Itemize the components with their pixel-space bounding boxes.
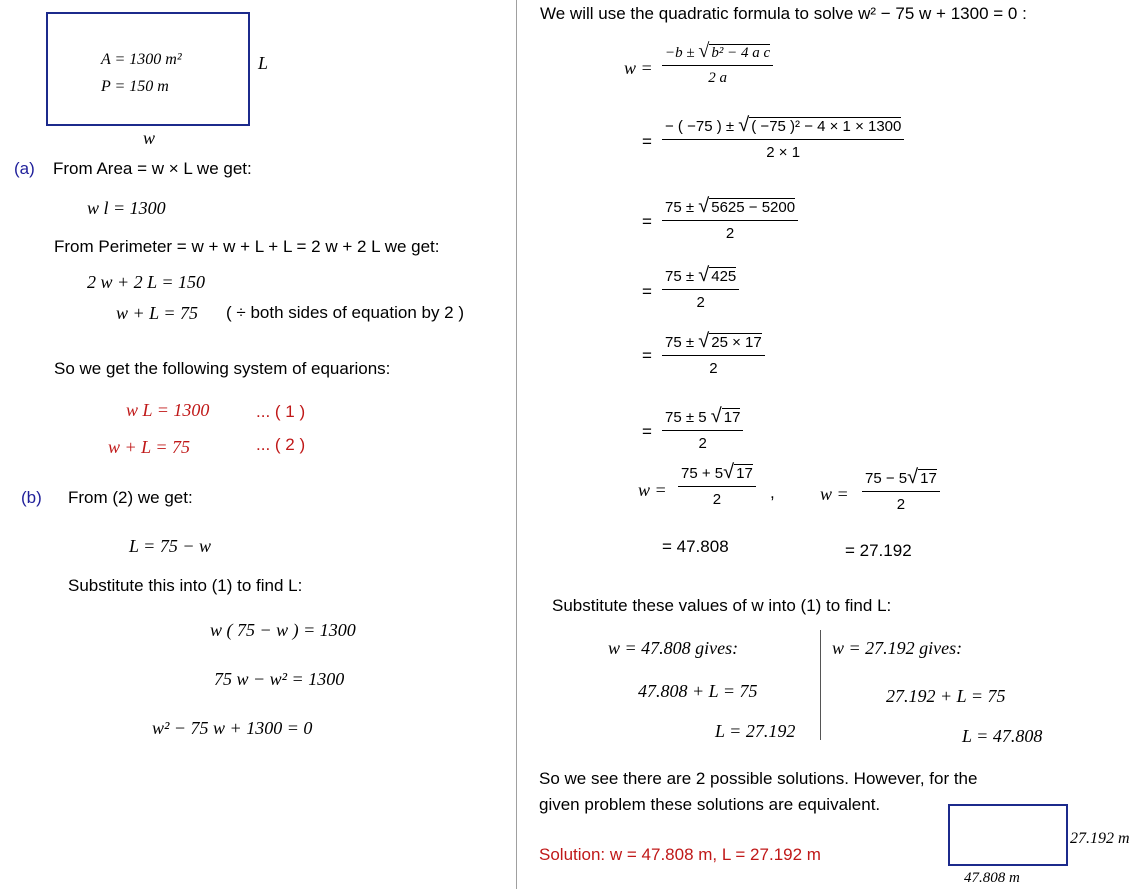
w-equals-root2: w = <box>820 484 849 504</box>
equation-sum-note: ( ÷ both sides of equation by 2 ) <box>226 303 465 322</box>
root2-num-prefix: 75 − 5 <box>865 470 908 487</box>
root-1-fraction <box>678 461 756 508</box>
formula-denominator: 2 a <box>708 70 727 86</box>
system-eq-1-tag: ... ( 1 ) <box>256 402 306 421</box>
equation-subst-3: w² − 75 w + 1300 = 0 <box>152 718 313 738</box>
root2-radicand: 17 <box>920 470 937 487</box>
area-text: From Area = w × L we get: <box>53 159 252 178</box>
solution-text: Solution: w = 47.808 m, L = 27.192 m <box>539 845 821 864</box>
solution-rectangle <box>948 804 1068 866</box>
step3-radicand: 5625 − 5200 <box>711 199 796 216</box>
formula-num-prefix: −b ± <box>665 45 695 61</box>
root1-radicand: 17 <box>736 465 753 482</box>
root2-denominator: 2 <box>896 496 906 513</box>
step-2-fraction <box>662 114 904 161</box>
eq-sign-4: = <box>642 282 652 301</box>
equation-wl: w l = 1300 <box>87 198 166 218</box>
step4-radicand: 425 <box>711 268 737 285</box>
root1-denominator: 2 <box>712 491 722 508</box>
figure-perimeter-label: P = 150 m <box>101 78 169 95</box>
perimeter-text: From Perimeter = w + w + L + L = 2 w + 2 L we get: <box>54 237 440 256</box>
sqrt-symbol: √ <box>738 114 750 136</box>
figure-area-label: A = 1300 m² <box>101 51 182 68</box>
root-1-value: = 47.808 <box>662 537 729 556</box>
part-a-label: (a) <box>14 159 35 178</box>
equation-perimeter: 2 w + 2 L = 150 <box>87 272 205 292</box>
case2-result: L = 47.808 <box>962 726 1043 746</box>
substitute-values-text: Substitute these values of w into (1) to find L: <box>552 596 892 615</box>
case1-result: L = 27.192 <box>715 721 796 741</box>
equation-subst-1: w ( 75 − w ) = 1300 <box>210 620 356 640</box>
step-5-fraction <box>662 330 765 377</box>
roots-comma: , <box>770 483 775 502</box>
sqrt-symbol: √ <box>698 40 710 62</box>
step2-num-prefix: − ( −75 ) ± <box>665 118 735 135</box>
conclusion-line-1: So we see there are 2 possible solutions. However, for the <box>539 769 978 788</box>
step5-denominator: 2 <box>709 360 718 377</box>
sqrt-symbol: √ <box>907 466 919 488</box>
equation-sum: w + L = 75 <box>116 303 198 323</box>
system-eq-2-tag: ... ( 2 ) <box>256 435 306 454</box>
figure-bottom-label: w <box>143 128 156 148</box>
root-2-fraction <box>862 466 940 513</box>
step-4-fraction <box>662 264 739 311</box>
figure-side-label: L <box>258 53 269 73</box>
solution-bottom-label: 47.808 m <box>964 870 1020 886</box>
root-2-value: = 27.192 <box>845 541 912 560</box>
step4-num-prefix: 75 ± <box>665 268 695 285</box>
equation-L: L = 75 − w <box>129 536 211 556</box>
step-3-fraction <box>662 195 798 242</box>
case2-equation: 27.192 + L = 75 <box>886 686 1006 706</box>
w-equals-root1: w = <box>638 480 667 500</box>
sqrt-symbol: √ <box>698 330 710 352</box>
sqrt-symbol: √ <box>710 405 722 427</box>
step2-radicand: ( −75 )² − 4 × 1 × 1300 <box>751 118 902 135</box>
eq-sign-6: = <box>642 422 652 441</box>
quadratic-intro: We will use the quadratic formula to solve w² − 75 w + 1300 = 0 : <box>540 4 1027 23</box>
case2-heading: w = 27.192 gives: <box>832 638 963 658</box>
w-equals: w = <box>624 58 653 78</box>
system-eq-2: w + L = 75 <box>108 437 190 457</box>
step5-radicand: 25 × 17 <box>711 334 762 351</box>
step5-num-prefix: 75 ± <box>665 334 695 351</box>
conclusion-line-2: given problem these solutions are equivalent. <box>539 795 881 814</box>
equation-subst-2: 75 w − w² = 1300 <box>214 669 345 689</box>
step3-num-prefix: 75 ± <box>665 199 695 216</box>
case1-equation: 47.808 + L = 75 <box>638 681 758 701</box>
sqrt-symbol: √ <box>698 195 710 217</box>
case1-heading: w = 47.808 gives: <box>608 638 739 658</box>
sqrt-symbol: √ <box>698 264 710 286</box>
step6-radicand: 17 <box>723 409 741 426</box>
sqrt-symbol: √ <box>723 461 735 483</box>
system-eq-1: w L = 1300 <box>126 400 210 420</box>
step4-denominator: 2 <box>696 294 705 311</box>
formula-radicand: b² − 4 a c <box>711 45 771 61</box>
step6-num-prefix: 75 ± 5 <box>665 409 707 426</box>
eq-sign-5: = <box>642 346 652 365</box>
part-b-label: (b) <box>21 488 42 507</box>
from-2-text: From (2) we get: <box>68 488 193 507</box>
step6-denominator: 2 <box>698 435 707 452</box>
quadratic-formula <box>662 40 773 87</box>
eq-sign-2: = <box>642 132 652 151</box>
rectangle-figure <box>46 12 250 126</box>
root1-num-prefix: 75 + 5 <box>681 465 724 482</box>
column-divider <box>516 0 517 889</box>
step-6-fraction <box>662 405 743 452</box>
solution-side-label: 27.192 m <box>1070 830 1130 847</box>
step2-denominator: 2 × 1 <box>766 144 801 161</box>
step3-denominator: 2 <box>725 225 735 242</box>
case-divider <box>820 630 821 740</box>
eq-sign-3: = <box>642 212 652 231</box>
system-text: So we get the following system of equarions: <box>54 359 391 378</box>
substitute-text: Substitute this into (1) to find L: <box>68 576 303 595</box>
